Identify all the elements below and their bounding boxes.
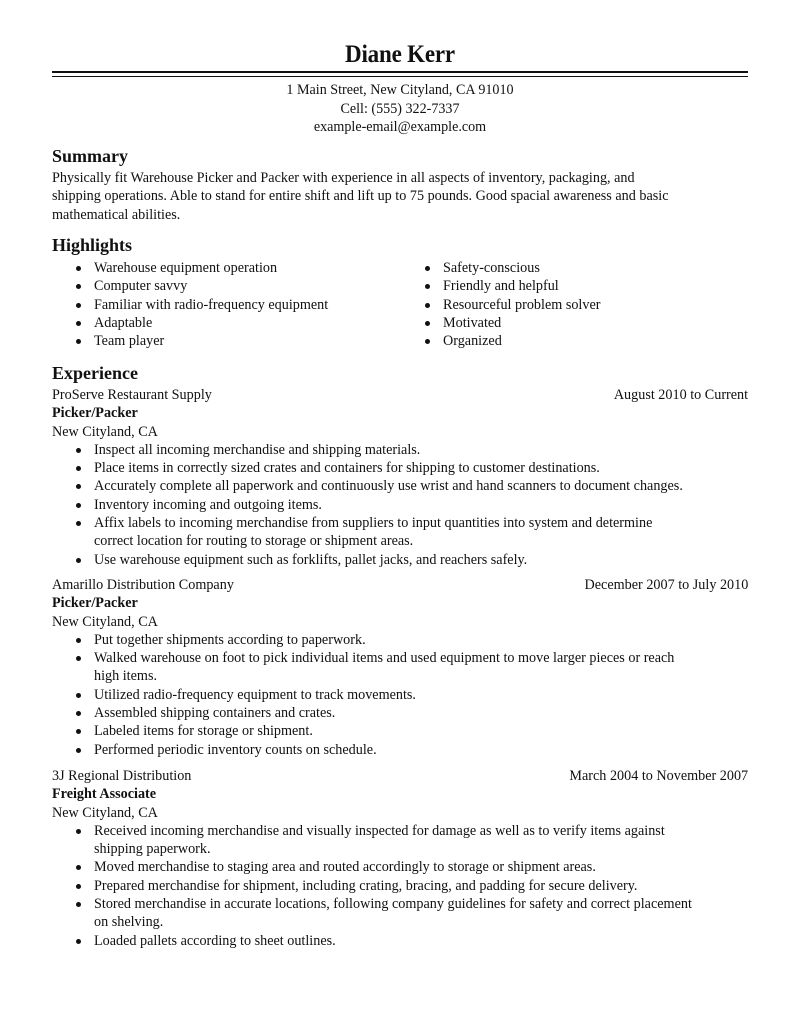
contact-address: 1 Main Street, New Cityland, CA 91010 [286,82,514,98]
duty-text: correct location for routing to storage or shipment areas. [94,533,414,550]
highlight-item [443,314,610,332]
summary-line: mathematical abilities. [52,206,181,223]
bullet-icon [76,656,81,661]
highlight-item [443,259,610,277]
duty-text: shipping paperwork. [94,841,211,858]
highlight-text: Adaptable [94,314,153,331]
bullet-icon [76,484,81,489]
highlights-left-list [94,259,342,350]
duty-text: Labeled items for storage or shipment. [94,723,313,740]
bullet-icon [76,558,81,563]
job-location: New Cityland, CA [52,613,158,630]
bullet-icon [76,693,81,698]
job-entry [52,767,748,950]
duty-text: Stored merchandise in accurate locations, following company guidelines for safety and correct placement [94,896,692,913]
duty-text: Utilized radio-frequency equipment to track movements. [94,686,416,703]
duty-text: Received incoming merchandise and visually inspected for damage as well as to verify items against [94,822,665,839]
bullet-icon [76,448,81,453]
bullet-icon [76,748,81,753]
job-title: Picker/Packer [52,405,138,422]
duty-text: Performed periodic inventory counts on schedule. [94,741,377,758]
bullet-icon [76,521,81,526]
duty-item [94,858,748,876]
job-entry [52,386,748,569]
bullet-icon [76,266,81,271]
highlight-text: Computer savvy [94,278,188,295]
bullet-icon [425,339,430,344]
job-company: 3J Regional Distribution [52,768,192,784]
bullet-icon [76,503,81,508]
highlight-text: Friendly and helpful [443,278,559,295]
bullet-icon [76,729,81,734]
duty-item [94,551,748,569]
duty-item [94,686,748,704]
summary-line: Physically fit Warehouse Picker and Packer with experience in all aspects of inventory, packaging, and [52,170,635,186]
highlight-text: Motivated [443,314,502,331]
highlight-item [94,314,342,332]
header-rule-thin [52,76,748,78]
summary-heading: Summary [52,146,128,166]
bullet-icon [76,284,81,289]
duty-text: Put together shipments according to paperwork. [94,631,366,648]
experience-heading: Experience [52,363,138,383]
highlight-item [94,259,342,277]
highlight-text: Resourceful problem solver [443,296,601,313]
bullet-icon [76,902,81,907]
bullet-icon [76,865,81,870]
duty-text: Place items in correctly sized crates and containers for shipping to customer destinations. [94,460,600,477]
job-title: Picker/Packer [52,595,138,612]
highlight-item [443,277,610,295]
highlight-item [94,332,342,350]
job-dates: March 2004 to November 2007 [569,768,748,784]
bullet-icon [425,266,430,271]
duty-text: Inventory incoming and outgoing items. [94,496,322,513]
bullet-icon [76,303,81,308]
bullet-icon [76,711,81,716]
duty-item [94,877,748,895]
duty-text: on shelving. [94,914,164,931]
bullet-icon [76,829,81,834]
summary-line: shipping operations. Able to stand for entire shift and lift up to 75 pounds. Good spacial awareness and basic [52,188,669,205]
job-duties [52,441,748,569]
contact-phone: Cell: (555) 322-7337 [340,100,460,117]
duty-item [94,496,748,514]
duty-text: Inspect all incoming merchandise and shipping materials. [94,441,421,458]
highlight-text: Organized [443,333,502,350]
job-location: New Cityland, CA [52,804,158,821]
duty-item [94,631,748,649]
duty-item [94,895,748,932]
duty-text: Use warehouse equipment such as forklifts, pallet jacks, and reachers safely. [94,551,528,568]
duty-item [94,704,748,722]
duty-text: Walked warehouse on foot to pick individual items and used equipment to move larger pieces or reach [94,650,675,667]
duty-item [94,459,748,477]
job-title: Freight Associate [52,786,157,803]
bullet-icon [76,884,81,889]
duty-item [94,822,748,859]
duty-text: Prepared merchandise for shipment, including crating, bracing, and padding for secure delivery. [94,877,638,894]
job-duties [52,631,748,759]
header-rule-thick [52,71,748,73]
duty-item [94,722,748,740]
duty-item [94,649,748,686]
duty-item [94,514,748,551]
contact-block [52,81,748,137]
bullet-icon [76,939,81,944]
highlights-heading: Highlights [52,235,133,255]
bullet-icon [76,638,81,643]
summary-text [52,169,792,224]
duty-text: Affix labels to incoming merchandise from suppliers to input quantities into system and determine [94,515,653,532]
duty-text: Moved merchandise to staging area and routed accordingly to storage or shipment areas. [94,859,596,876]
contact-email: example-email@example.com [313,119,487,135]
duty-text: Assembled shipping containers and crates. [94,705,336,722]
bullet-icon [425,321,430,326]
job-dates: December 2007 to July 2010 [584,577,748,593]
highlight-item [94,296,342,314]
highlight-text: Warehouse equipment operation [94,260,278,276]
job-location: New Cityland, CA [52,423,158,440]
bullet-icon [76,466,81,471]
candidate-name: Diane Kerr [345,41,455,68]
job-dates: August 2010 to Current [613,387,748,403]
bullet-icon [425,284,430,289]
bullet-icon [76,339,81,344]
job-duties [52,822,748,950]
bullet-icon [425,303,430,308]
highlight-text: Familiar with radio-frequency equipment [94,296,329,313]
duty-item [94,932,748,950]
duty-item [94,741,748,759]
highlight-text: Team player [94,333,165,350]
bullet-icon [76,321,81,326]
highlight-text: Safety-conscious [443,260,540,276]
duty-text: high items. [94,668,158,685]
duty-item [94,477,748,495]
duty-item [94,441,748,459]
job-company: Amarillo Distribution Company [52,577,234,593]
highlight-item [443,332,610,350]
highlights-right-list [443,259,610,350]
highlight-item [94,277,342,295]
duty-text: Loaded pallets according to sheet outlines. [94,932,336,949]
highlight-item [443,296,610,314]
job-company: ProServe Restaurant Supply [52,387,212,403]
duty-text: Accurately complete all paperwork and continuously use wrist and hand scanners to document changes. [94,478,683,495]
job-entry [52,576,748,759]
